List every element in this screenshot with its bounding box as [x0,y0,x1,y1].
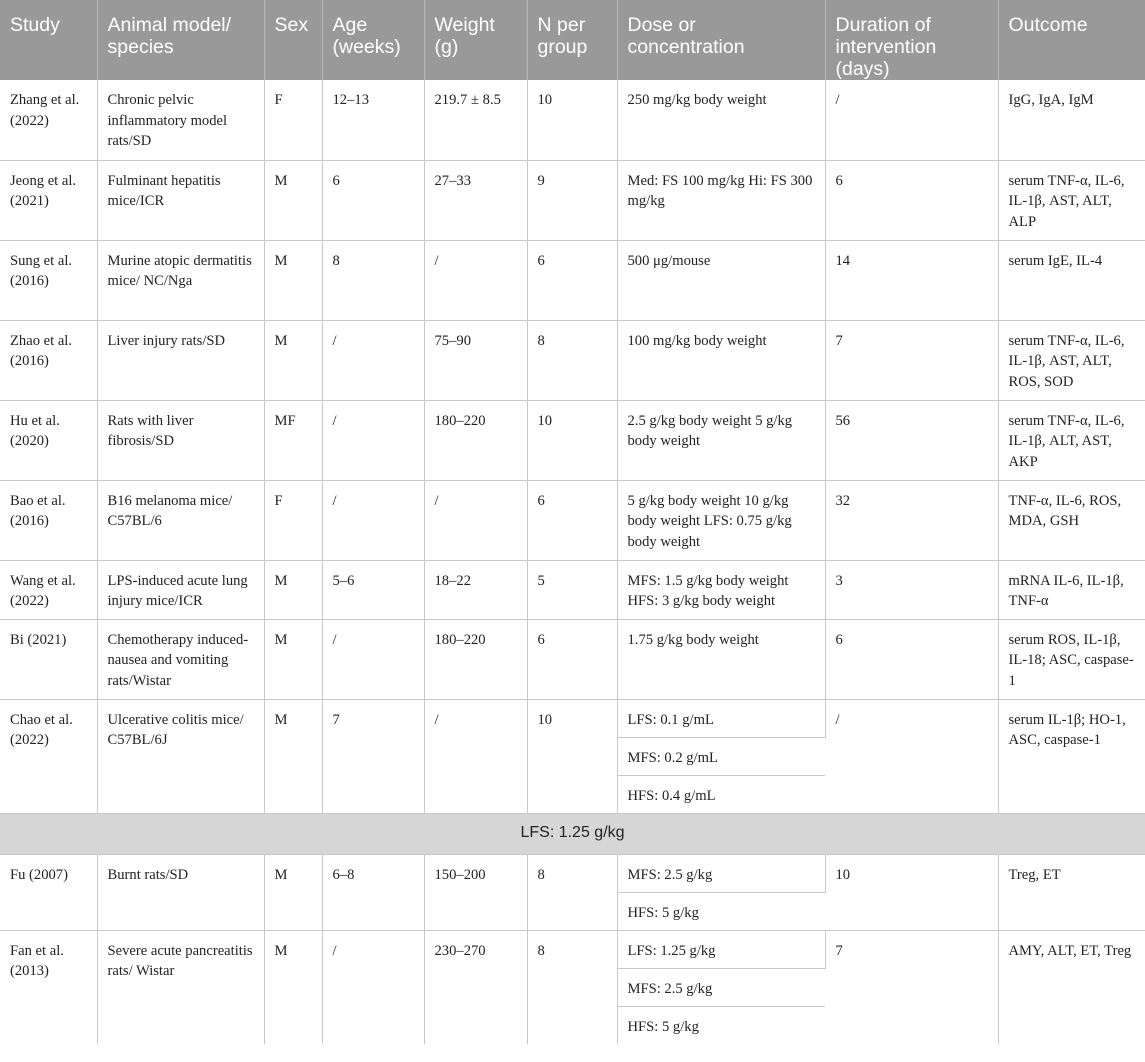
cell-model: Rats with liver fibrosis/SD [97,400,264,480]
table-row [0,930,1145,968]
cell-n: 10 [527,699,617,813]
cell-duration: / [825,80,998,160]
cell-model: Liver injury rats/SD [97,320,264,400]
cell-outcome: mRNA IL-6, IL-1β, TNF-α [998,560,1145,619]
table-row [0,480,1145,560]
cell-duration: 10 [825,854,998,930]
cell-weight: / [424,699,527,813]
cell-model: Murine atopic dermatitis mice/ NC/Nga [97,240,264,320]
cell-n: 10 [527,400,617,480]
cell-duration: / [825,699,998,813]
cell-age: 6 [322,160,424,240]
cell-dose: 100 mg/kg body weight [617,320,825,400]
cell-sex: M [264,699,322,813]
cell-outcome: serum TNF-α, IL-6, IL-1β, ALT, AST, AKP [998,400,1145,480]
cell-duration: 3 [825,560,998,619]
cell-dose: MFS: 1.5 g/kg body weight HFS: 3 g/kg body weight [617,560,825,619]
cell-outcome: serum IL-1β; HO-1, ASC, caspase-1 [998,699,1145,813]
cell-sex: M [264,240,322,320]
cell-age: 6–8 [322,854,424,930]
cell-study: Fu (2007) [0,854,97,930]
header-outcome: Outcome [998,0,1145,80]
cell-model: Severe acute pancreatitis rats/ Wistar [97,930,264,1044]
cell-duration: 6 [825,160,998,240]
cell-dose: 500 μg/mouse [617,240,825,320]
cell-outcome: IgG, IgA, IgM [998,80,1145,160]
cell-age: 7 [322,699,424,813]
header-study: Study [0,0,97,80]
table-row [0,160,1145,240]
cell-weight: / [424,480,527,560]
cell-sex: M [264,619,322,699]
cell-age: 12–13 [322,80,424,160]
cell-duration: 7 [825,320,998,400]
cell-study: Zhang et al. (2022) [0,80,97,160]
cell-study: Jeong et al. (2021) [0,160,97,240]
header-duration: Duration of intervention (days) [825,0,998,80]
cell-weight: 180–220 [424,400,527,480]
cell-sex: M [264,160,322,240]
header-age: Age (weeks) [322,0,424,80]
cell-sex: F [264,80,322,160]
cell-model: B16 melanoma mice/ C57BL/6 [97,480,264,560]
cell-dose: 5 g/kg body weight 10 g/kg body weight LFS: 0.75 g/kg body weight [617,480,825,560]
table-row [0,619,1145,699]
cell-sex: M [264,854,322,930]
cell-study: Chao et al. (2022) [0,699,97,813]
cell-n: 8 [527,854,617,930]
cell-sex: M [264,930,322,1044]
cell-duration: 7 [825,930,998,1044]
cell-weight: 27–33 [424,160,527,240]
cell-dose: MFS: 2.5 g/kg [617,968,825,1006]
cell-age: / [322,320,424,400]
cell-duration: 6 [825,619,998,699]
cell-dose: HFS: 5 g/kg [617,892,825,930]
cell-weight: 180–220 [424,619,527,699]
cell-dose: MFS: 2.5 g/kg [617,854,825,892]
table-body [0,80,1145,1044]
cell-study: Zhao et al. (2016) [0,320,97,400]
cell-n: 6 [527,619,617,699]
separator-row [0,813,1145,854]
cell-outcome: serum TNF-α, IL-6, IL-1β, AST, ALT, ALP [998,160,1145,240]
cell-age: / [322,400,424,480]
cell-n: 6 [527,240,617,320]
cell-dose: 1.75 g/kg body weight [617,619,825,699]
cell-dose: HFS: 5 g/kg [627,1018,699,1035]
cell-age: 8 [322,240,424,320]
cell-model: Chronic pelvic inflammatory model rats/SD [97,80,264,160]
cell-sex: M [264,320,322,400]
cell-model: Fulminant hepatitis mice/ICR [97,160,264,240]
cell-sex: M [264,560,322,619]
cell-dose: 250 mg/kg body weight [617,80,825,160]
cell-weight: 150–200 [424,854,527,930]
cell-study: Hu et al. (2020) [0,400,97,480]
cell-outcome: TNF-α, IL-6, ROS, MDA, GSH [998,480,1145,560]
header-weight: Weight (g) [424,0,527,80]
cell-sex: MF [264,400,322,480]
cell-duration: 14 [825,240,998,320]
table-row [0,80,1145,160]
table-header [0,0,1145,80]
table-row [0,400,1145,480]
header-row [0,0,1145,80]
table-row [0,240,1145,320]
header-n: N per group [527,0,617,80]
cell-age: 5–6 [322,560,424,619]
cell-weight: 219.7 ± 8.5 [424,80,527,160]
header-model: Animal model/ species [97,0,264,80]
cell-model: Ulcerative colitis mice/ C57BL/6J [97,699,264,813]
cell-study: Sung et al. (2016) [0,240,97,320]
cell-outcome: serum ROS, IL-1β, IL-18; ASC, caspase-1 [998,619,1145,699]
separator-label: LFS: 1.25 g/kg [0,813,1145,854]
cell-outcome: serum TNF-α, IL-6, IL-1β, AST, ALT, ROS, SOD [998,320,1145,400]
cell-weight: / [424,240,527,320]
cell-outcome: Treg, ET [998,854,1145,930]
cell-dose: MFS: 0.2 g/mL [617,737,825,775]
cell-dose: LFS: 0.1 g/mL [617,699,825,737]
table-row [0,854,1145,892]
cell-weight: 230–270 [424,930,527,1044]
cell-n: 5 [527,560,617,619]
cell-duration: 56 [825,400,998,480]
cell-n: 9 [527,160,617,240]
cell-dose: Med: FS 100 mg/kg Hi: FS 300 mg/kg [617,160,825,240]
cell-study: Wang et al. (2022) [0,560,97,619]
cell-n: 8 [527,930,617,1044]
cell-dose: LFS: 1.25 g/kg [617,930,825,968]
cell-study: Bi (2021) [0,619,97,699]
cell-model: LPS-induced acute lung injury mice/ICR [97,560,264,619]
cell-study: Bao et al. (2016) [0,480,97,560]
cell-age: / [322,480,424,560]
table-row [0,320,1145,400]
cell-n: 10 [527,80,617,160]
header-dose: Dose or concentration [617,0,825,80]
cell-sex: F [264,480,322,560]
cell-model: Burnt rats/SD [97,854,264,930]
cell-age: / [322,619,424,699]
cell-outcome: AMY, ALT, ET, Treg [1008,942,1132,959]
cell-weight: 18–22 [424,560,527,619]
cell-n: 6 [527,480,617,560]
cell-study: Fan et al. (2013) [0,930,97,1044]
cell-outcome: serum IgE, IL-4 [998,240,1145,320]
header-sex: Sex [264,0,322,80]
table-row [0,699,1145,737]
table-row [0,560,1145,619]
cell-dose: 2.5 g/kg body weight 5 g/kg body weight [617,400,825,480]
cell-age: / [322,930,424,1044]
cell-n: 8 [527,320,617,400]
cell-model: Chemotherapy induced-nausea and vomiting rats/Wistar [97,619,264,699]
cell-weight: 75–90 [424,320,527,400]
cell-dose: HFS: 0.4 g/mL [617,775,825,813]
cell-duration: 32 [825,480,998,560]
